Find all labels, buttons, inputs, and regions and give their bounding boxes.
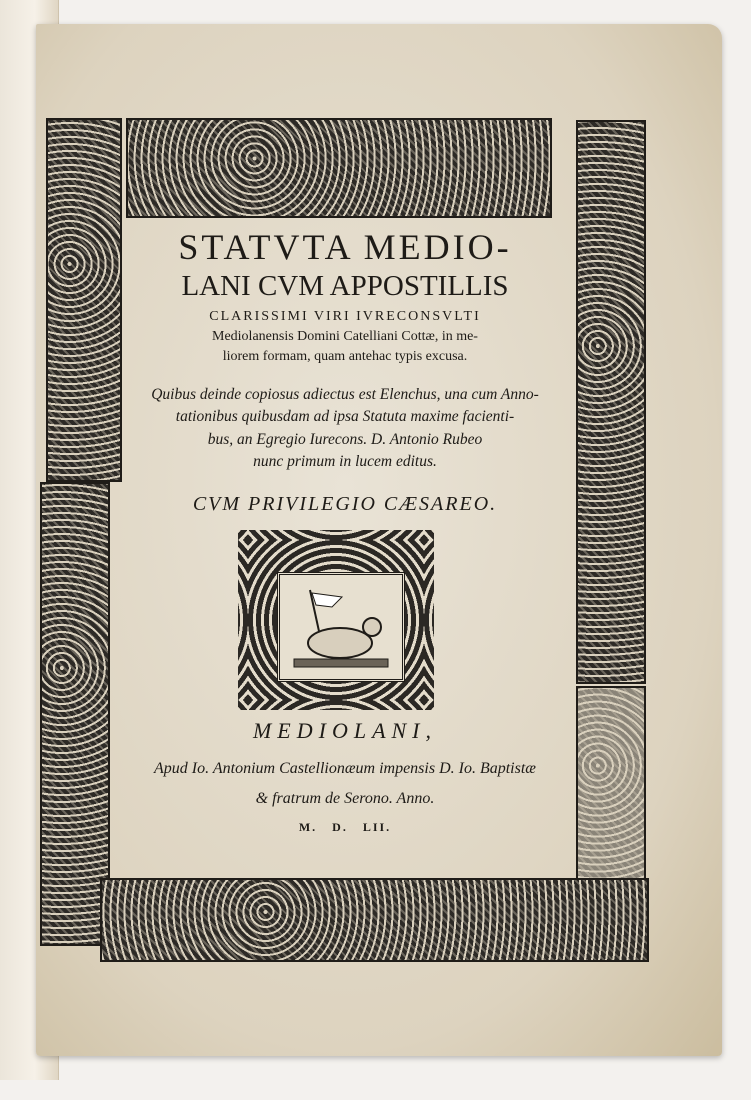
description-line-3: bus, an Egregio Iurecons. D. Antonio Rubeo: [207, 431, 483, 448]
description-line-4: nunc primum in lucem editus.: [253, 453, 437, 470]
lamb-of-god-printer-mark: [277, 572, 405, 682]
title-line-2: LANI CVM APPOSTILLIS: [181, 270, 509, 302]
subtitle-line-2: Mediolanensis Domini Catelliani Cottæ, in me-: [212, 329, 478, 344]
woodcut-border-right-upper: [576, 120, 646, 684]
title-line-1: STATVTA MEDIO-: [178, 227, 512, 267]
year-line: M. D. LII.: [298, 820, 392, 834]
woodcut-border-left-upper: [46, 118, 122, 482]
privilege-line: CVM PRIVILEGIO CÆSAREO.: [192, 493, 498, 515]
woodcut-border-left-lower: [40, 482, 110, 946]
subtitle-line-3: liorem formam, quam antehac typis excusa.: [222, 349, 468, 364]
woodcut-border-right-lower: [576, 686, 646, 884]
imprint-line-1: Apud Io. Antonium Castellionæum impensis D. Io. Baptistæ: [154, 760, 536, 777]
subtitle-line-1: CLARISSIMI VIRI IVRECONSVLTI: [209, 309, 481, 324]
description-line-1: Quibus deinde copiosus adiectus est Elenchus, una cum Anno-: [151, 386, 539, 403]
woodcut-border-top: [126, 118, 552, 218]
place-line: MEDIOLANI,: [252, 718, 438, 743]
woodcut-border-bottom: [100, 878, 649, 962]
description-line-2: tationibus quibusdam ad ipsa Statuta maxime facienti-: [175, 408, 515, 425]
imprint-line-2: & fratrum de Serono. Anno.: [255, 790, 435, 807]
